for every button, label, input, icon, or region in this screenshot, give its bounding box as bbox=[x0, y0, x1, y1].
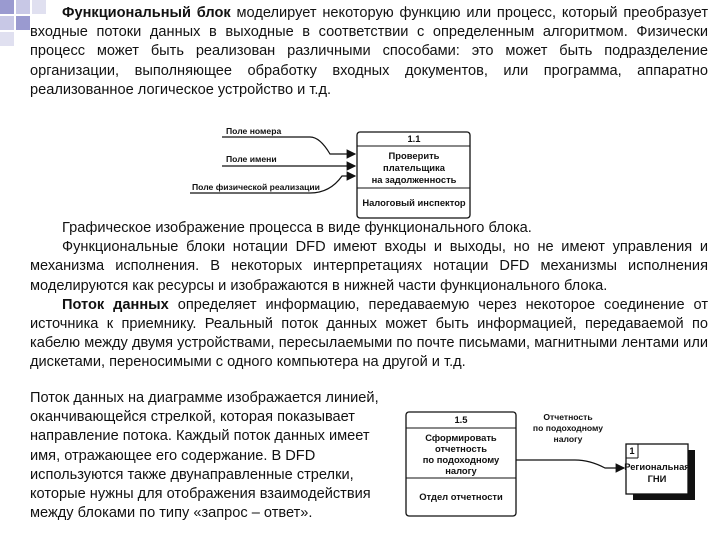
functional-block-diagram bbox=[180, 124, 480, 222]
flow-label-line-2: по подоходному bbox=[532, 423, 604, 433]
entity-name-line-1: Региональная bbox=[624, 461, 690, 472]
data-flow-diagram bbox=[400, 408, 702, 524]
process2-name-line-2: отчетность bbox=[434, 443, 488, 454]
flow-description: Поток данных на диаграмме изображается линией, оканчивающейся стрелкой, которая показывает направление потока. Каждый поток данных имеет имя, отражающее его содержание. В DFD используются также двунаправленные стрелки, которые нужны для отображения взаимодействия между блоками по типу «запрос – ответ». bbox=[30, 390, 379, 522]
input-arrow-number bbox=[222, 137, 355, 154]
process-name-line-2: плательщика bbox=[383, 162, 445, 173]
process2-id: 1.5 bbox=[454, 414, 468, 425]
process2-performer: Отдел отчетности bbox=[419, 491, 503, 502]
flow-label-line-3: налогу bbox=[553, 434, 583, 444]
intro-text: моделирует некоторую функцию или процесс, который преобразует входные потоки данных в выходные в соответствии с определенным алгоритмом. Физически процесс может быть реализован различными способами: это может быть подразделение организации, выполняющее обработку входных документов, или программа, аппаратно реализованное логическое устройство и т.д. bbox=[30, 5, 708, 98]
term-functional-block: Функциональный блок bbox=[62, 5, 231, 21]
process-name-line-1: Проверить bbox=[388, 150, 440, 161]
section2 bbox=[30, 219, 708, 373]
process2-name-line-3: по подоходному bbox=[422, 454, 500, 465]
flow-arrow bbox=[516, 460, 624, 468]
intro-paragraph bbox=[30, 4, 708, 100]
input-label-number: Поле номера bbox=[226, 126, 282, 136]
entity-name-line-2: ГНИ bbox=[647, 473, 667, 484]
process-performer: Налоговый инспектор bbox=[362, 197, 466, 208]
flow-paragraph: Поток данных определяет информацию, передаваемую через некоторое соединение от источника к приемнику. Реальный поток данных может быть информацией, передаваемой по кабелю между двумя устройствами, пересылаемыми по почте письмами, магнитными лентами или дискетами, переносимыми с одного компьютера на другой и т.д. bbox=[30, 296, 709, 371]
caption-line: Графическое изображение процесса в виде функционального блока. bbox=[62, 220, 532, 236]
process-id: 1.1 bbox=[407, 133, 421, 144]
process2-name-line-4: налогу bbox=[445, 465, 477, 476]
input-label-physical: Поле физической реализации bbox=[192, 182, 320, 192]
dfd-paragraph: Функциональные блоки нотации DFD имеют входы и выходы, но не имеют управления и механизма исполнения. В некоторых интерпретациях нотации DFD механизмы исполнения моделируются как ресурсы и изображаются в нижней части функционального блока. bbox=[30, 239, 708, 294]
term-data-flow: Поток данных bbox=[62, 296, 169, 313]
entity-number: 1 bbox=[629, 445, 635, 456]
process-name-line-3: на задолженность bbox=[371, 174, 457, 185]
flow-label-line-1: Отчетность bbox=[543, 412, 593, 422]
input-label-name: Поле имени bbox=[226, 154, 277, 164]
process2-name-line-1: Сформировать bbox=[425, 432, 497, 443]
